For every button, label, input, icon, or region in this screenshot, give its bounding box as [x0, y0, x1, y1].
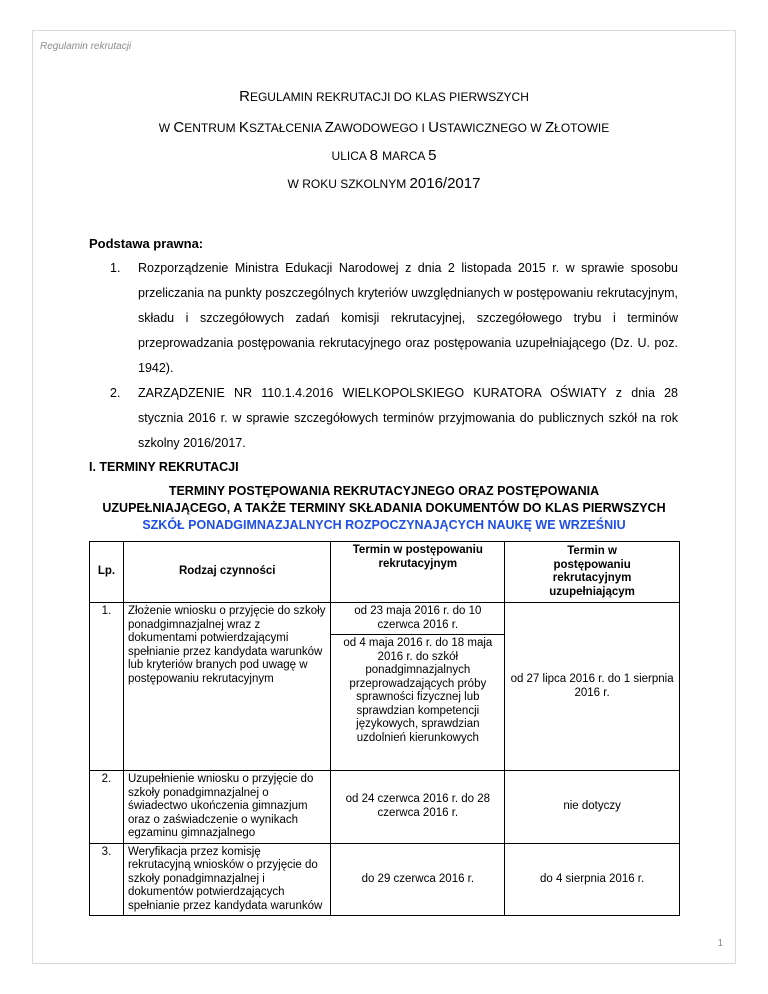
cell-term-supplementary: od 27 lipca 2016 r. do 1 sierpnia 2016 r.: [505, 603, 680, 771]
header-term: Termin w postępowaniu rekrutacyjnym: [331, 542, 505, 603]
table-title-line-2: UZUPEŁNIAJĄCEGO, A TAKŻE TERMINY SKŁADANIA DOKUMENTÓW DO KLAS PIERWSZYCH: [102, 501, 666, 515]
title-line-2: W CENTRUM KSZTAŁCENIA ZAWODOWEGO I USTAWICZNEGO W ZŁOTOWIE: [158, 119, 610, 136]
legal-item-number: 2.: [110, 386, 121, 400]
header-lp: Lp.: [90, 542, 124, 603]
cell-term-supplementary: nie dotyczy: [505, 771, 680, 844]
legal-basis-label: Podstawa prawna:: [89, 236, 204, 251]
title-line-1: REGULAMIN REKRUTACJI DO KLAS PIERWSZYCH: [239, 88, 529, 105]
header-term-supplementary: Termin w postępowaniu rekrutacyjnym uzupełniającym: [505, 542, 680, 603]
table-row: [90, 843, 680, 916]
table-title-line-3: SZKÓŁ PONADGIMNAZJALNYCH ROZPOCZYNAJĄCYCH NAUKĘ WE WRZEŚNIU: [142, 518, 626, 532]
cell-activity: Uzupełnienie wniosku o przyjęcie do szkoły ponadgimnazjalnej o świadectwo ukończenia gimnazjum oraz o zaświadczenie o wynikach egzaminu gimnazjalnego: [123, 771, 331, 844]
legal-item-1: [112, 256, 678, 381]
page-number: 1: [717, 938, 723, 949]
cell-lp: 1.: [90, 603, 124, 771]
cell-term: od 23 maja 2016 r. do 10 czerwca 2016 r.: [331, 603, 505, 635]
cell-term-sport: od 4 maja 2016 r. do 18 maja 2016 r. do szkół ponadgimnazjalnych przeprowadzających próby sprawności fizycznej lub sprawdzian kompetencji językowych, sprawdzian uzdolnień kierunkowych: [331, 635, 505, 771]
table-title-line-1: TERMINY POSTĘPOWANIA REKRUTACYJNEGO ORAZ POSTĘPOWANIA: [168, 484, 600, 498]
legal-item-text: Rozporządzenie Ministra Edukacji Narodowej z dnia 2 listopada 2015 r. w sprawie sposobu przeliczania na punkty poszczególnych kryteriów uwzględnianych w postępowaniu rekrutacyjnym, składu i szczegółowych zadań komisji rekrutacyjnej, szczegółowego trybu i terminów przeprowadzania postępowania rekrutacyjnego oraz postępowania uzupełniającego (Dz. U. poz. 1942).: [138, 261, 678, 375]
header-note: Regulamin rekrutacji: [40, 41, 132, 52]
header-activity: Rodzaj czynności: [123, 542, 331, 603]
schedule-table: [89, 541, 680, 916]
title-line-4: W ROKU SZKOLNYM 2016/2017: [287, 175, 481, 192]
cell-lp: 3.: [90, 843, 124, 916]
title-line-3: ULICA 8 MARCA 5: [331, 147, 437, 164]
cell-activity: Weryfikacja przez komisję rekrutacyjną wniosków o przyjęcie do szkoły ponadgimnazjalnej i dokumentów potwierdzających spełnianie przez kandydata warunków: [123, 843, 331, 916]
legal-item-number: 1.: [110, 261, 121, 275]
cell-term: od 24 czerwca 2016 r. do 28 czerwca 2016 r.: [331, 771, 505, 844]
cell-activity: Złożenie wniosku o przyjęcie do szkoły ponadgimnazjalnej wraz z dokumentami potwierdzającymi spełnianie przez kandydata warunków lub kryteriów branych pod uwagę w postępowaniu rekrutacyjnym: [123, 603, 331, 771]
cell-term: do 29 czerwca 2016 r.: [331, 843, 505, 916]
legal-item-2: [112, 381, 678, 456]
legal-item-text: ZARZĄDZENIE NR 110.1.4.2016 WIELKOPOLSKIEGO KURATORA OŚWIATY z dnia 28 stycznia 2016 r. w sprawie szczegółowych terminów przyjmowania do publicznych szkół na rok szkolny 2016/2017.: [138, 386, 678, 450]
cell-term-supplementary: do 4 sierpnia 2016 r.: [505, 843, 680, 916]
table-row: [90, 771, 680, 844]
section-heading: I. TERMINY REKRUTACJI: [89, 460, 239, 474]
table-row: [90, 603, 680, 635]
table-header-row: [90, 542, 680, 603]
cell-lp: 2.: [90, 771, 124, 844]
